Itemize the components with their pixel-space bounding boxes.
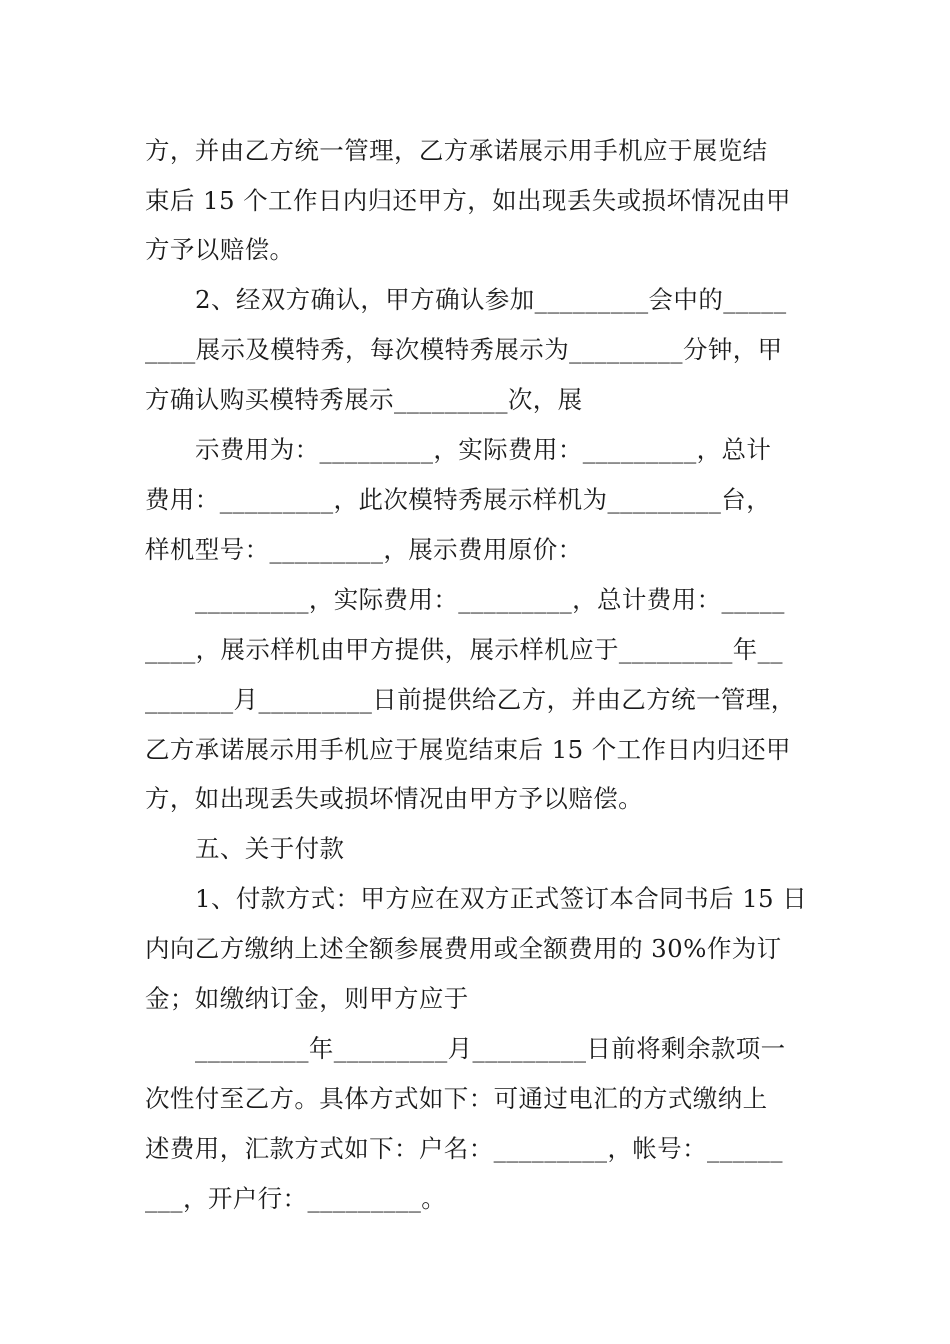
text-line: _________年_________月_________日前将剩余款项一 xyxy=(195,1034,786,1063)
text-line: _________，实际费用：_________，总计费用：_____ xyxy=(195,585,785,614)
text-line: 1、付款方式：甲方应在双方正式签订本合同书后 15 日 xyxy=(195,884,808,913)
text-line: ____展示及模特秀，每次模特秀展示为_________分钟，甲 xyxy=(145,335,783,364)
section-heading: 五、关于付款 xyxy=(195,834,345,863)
text-line: ____，展示样机由甲方提供，展示样机应于_________年__ xyxy=(145,635,783,664)
text-line: 内向乙方缴纳上述全额参展费用或全额费用的 30%作为订 xyxy=(145,934,782,963)
text-line: 方确认购买模特秀展示_________次，展 xyxy=(145,385,583,414)
text-line: 费用：_________，此次模特秀展示样机为_________台， xyxy=(145,485,772,514)
text-line: 2、经双方确认，甲方确认参加_________会中的_____ xyxy=(195,285,787,314)
text-line: 金；如缴纳订金，则甲方应于 xyxy=(145,984,469,1013)
text-line: 述费用，汇款方式如下：户名：_________，帐号：______ xyxy=(145,1134,783,1163)
text-line: 样机型号：_________，展示费用原价： xyxy=(145,535,583,564)
text-line: ___，开户行：_________。 xyxy=(145,1184,447,1213)
text-line: 示费用为：_________，实际费用：_________，总计 xyxy=(195,435,772,464)
text-line: 束后 15 个工作日内归还甲方，如出现丢失或损坏情况由甲 xyxy=(145,186,791,215)
text-line: 方，如出现丢失或损坏情况由甲方予以赔偿。 xyxy=(145,784,643,813)
text-line: 次性付至乙方。具体方式如下：可通过电汇的方式缴纳上 xyxy=(145,1084,768,1113)
text-line: _______月_________日前提供给乙方，并由乙方统一管理， xyxy=(145,685,796,714)
text-line: 方，并由乙方统一管理，乙方承诺展示用手机应于展览结 xyxy=(145,136,768,165)
text-line: 方予以赔偿。 xyxy=(145,235,295,264)
text-line: 乙方承诺展示用手机应于展览结束后 15 个工作日内归还甲 xyxy=(145,735,791,764)
